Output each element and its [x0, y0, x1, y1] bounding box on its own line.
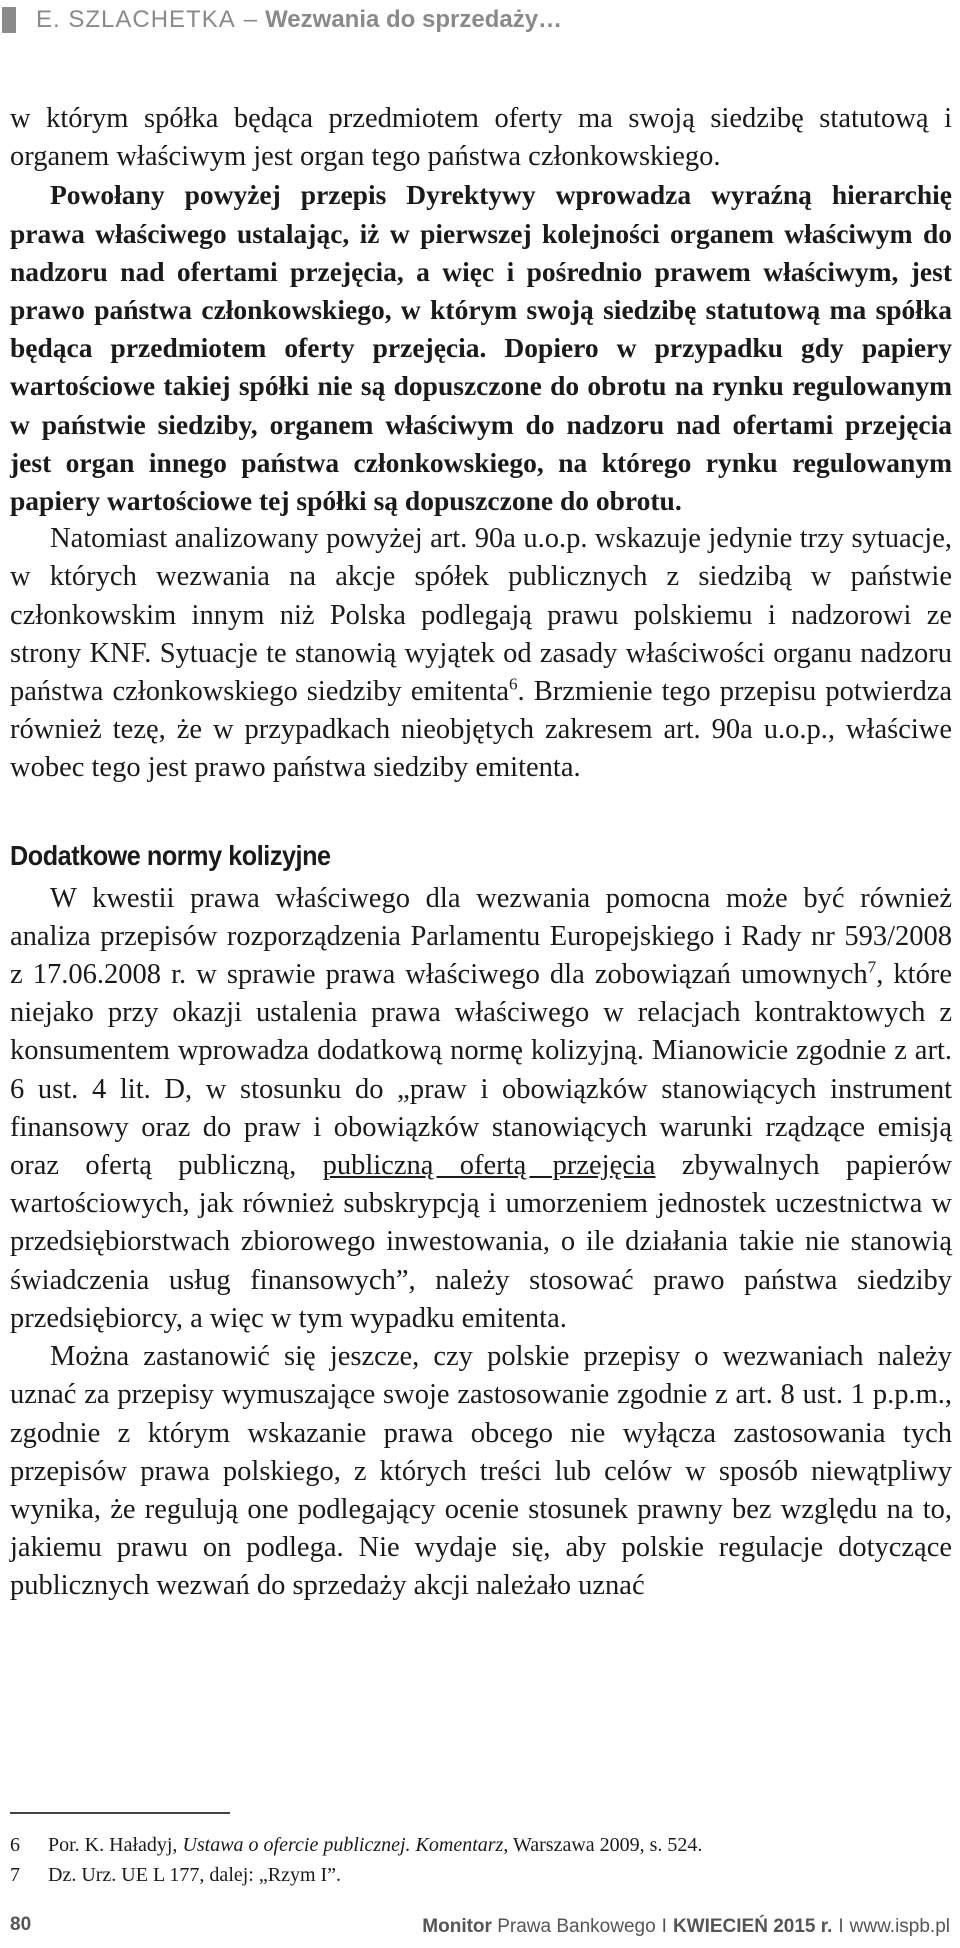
website-link[interactable]: www.ispb.pl — [849, 1916, 950, 1937]
footnote-text — [48, 1830, 702, 1860]
paragraph-4 — [10, 880, 952, 1338]
footnote-ref-6: 6 — [509, 674, 518, 694]
header-separator: – — [243, 6, 258, 33]
paragraph-3-text-b: . Brzmienie tego przepisu potwierdza również tezę, że w przypadkach nieobjętych zakresem art. 90a u.o.p., właściwe wobec tego jest prawo państwa siedziby emitenta. — [10, 676, 952, 784]
issue-date: KWIECIEŃ 2015 r. — [672, 1916, 833, 1937]
footnote-6 — [10, 1830, 952, 1860]
page-number: 80 — [10, 1914, 32, 1935]
paragraph-4-text-a: W kwestii prawa właściwego dla wezwania pomocna może być również analiza przepisów rozporządzenia Parlamentu Europejskiego i Rady nr 593/2008 z 17.06.2008 r. w sprawie prawa właściwego dla zobowiązań umownych — [10, 882, 952, 991]
footnote-text: Dz. Urz. UE L 177, dalej: „Rzym I”. — [48, 1864, 342, 1886]
paragraph-4-text-c: zbywalnych papierów wartościowych, jak również subskrypcją i umorzeniem jednostek uczestnictwa w przedsiębiorstwach zbiorowego inwestowania, o ile działania takie nie stanowią świadczenia usług finansowych”, należy stosować prawo państwa siedziby przedsiębiorcy, a więc w tym wypadku emitenta. — [10, 1150, 952, 1334]
section-heading: Dodatkowe normy kolizyjne — [10, 839, 331, 871]
footnote-text-b: , Warszawa 2009, s. 524. — [503, 1834, 703, 1856]
paragraph-4-underlined: publiczną ofertą przejęcia — [322, 1150, 656, 1182]
footnote-divider — [10, 1812, 230, 1814]
footnotes — [10, 1830, 952, 1890]
footnote-7 — [10, 1860, 952, 1890]
running-header — [0, 0, 960, 40]
magazine-name-rest: Prawa Bankowego — [491, 1916, 656, 1937]
footer-publication — [422, 1916, 950, 1938]
footnote-text-a: Por. K. Haładyj, — [48, 1834, 183, 1856]
paragraph-3 — [10, 520, 952, 787]
paragraph-3-text-a: Natomiast analizowany powyżej art. 90a u.o.p. wskazuje jedynie trzy sytuacje, w których wezwania na akcje spółek publicznych z siedzibą w państwie członkowskim innym niż Polska podlegają prawu polskiemu i nadzorowi ze strony KNF. Sytuacje te stanowią wyjątek od zasady właściwości organu nadzoru państwa członkowskiego siedziby emitenta — [10, 523, 952, 708]
header-author: E. SZLACHETKA — [36, 6, 236, 33]
header-title: Wezwania do sprzedaży… — [265, 6, 563, 33]
footnote-italic-title: Ustawa o ofercie publicznej. Komentarz — [182, 1834, 504, 1856]
paragraph-2-bold: Powołany powyżej przepis Dyrektywy wprowadza wyraźną hierarchię prawa właściwego ustalając, iż w pierwszej kolejności organem właściwym do nadzoru nad ofertami przejęcia, a więc i pośrednio prawem właściwym, jest prawo państwa członkowskiego, w którym swoją siedzibę statutową ma spółka będąca przedmiotem oferty przejęcia. Dopiero w przypadku gdy papiery wartościowe takiej spółki nie są dopuszczone do obrotu na rynku regulowanym w państwie siedziby, organem właściwym do nadzoru nad ofertami przejęcia jest organ innego państwa członkowskiego, na którego rynku regulowanym papiery wartościowe tej spółki są dopuszczone do obrotu. — [10, 179, 952, 517]
magazine-name-bold: Monitor — [422, 1916, 492, 1937]
header-marker-bar — [2, 7, 16, 33]
paragraph-5: Można zastanowić się jeszcze, czy polskie przepisy o wezwaniach należy uznać za przepisy wymuszające swoje zastosowanie zgodnie z art. 8 ust. 1 p.p.m., zgodnie z którym wskazanie prawa obcego nie wyłącza zastosowania tych przepisów prawa polskiego, z których treści lub celów w sposób niewątpliwy wynika, że regulują one podlegający ocenie stosunek prawny bez względu na to, jakiemu prawu on podlega. Nie wydaje się, aby polskie regulacje dotyczące publicznych wezwań do sprzedaży akcji należało uznać — [10, 1341, 952, 1602]
paragraph-4-text-b: , które niejako przy okazji ustalenia prawa właściwego w relacjach kontraktowych z konsumentem wprowadza dodatkową normę kolizyjną. Mianowicie zgodnie z art. 6 ust. 4 lit. D, w stosunku do „praw i obowiązków stanowiących instrument finansowy oraz do praw i obowiązków stanowiących warunki rządzące emisją oraz ofertą publiczną, — [10, 959, 952, 1182]
article-body — [10, 100, 952, 1606]
paragraph-1: w którym spółka będąca przedmiotem oferty ma swoją siedzibę statutową i organem właściwym jest organ tego państwa członkowskiego. — [10, 103, 952, 173]
footer-separator: I — [661, 1916, 667, 1937]
footnote-number: 7 — [10, 1864, 20, 1886]
running-footer — [0, 1910, 960, 1940]
footnote-ref-7: 7 — [867, 957, 877, 977]
footer-separator: I — [838, 1916, 844, 1937]
footnote-number: 6 — [10, 1834, 20, 1856]
